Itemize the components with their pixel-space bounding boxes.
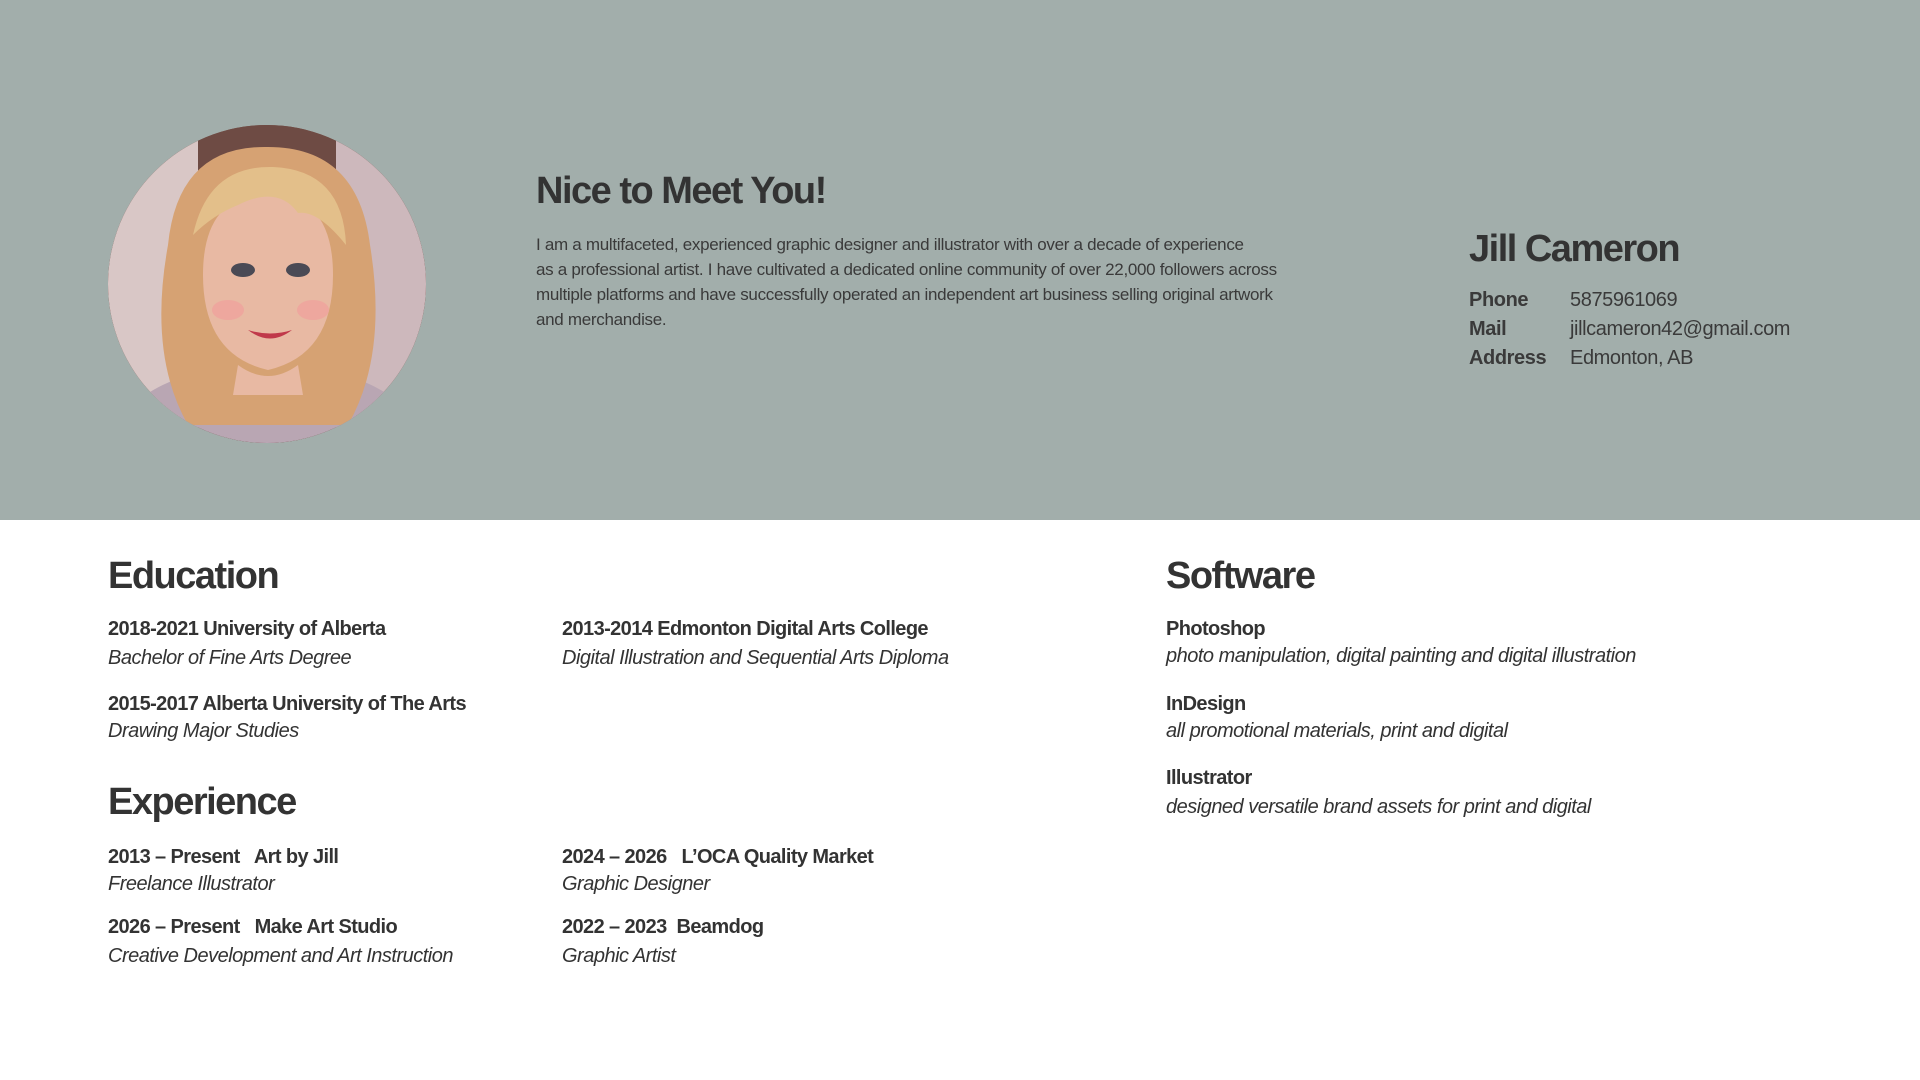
entry-title: Photoshop: [1166, 618, 1266, 640]
experience-entry: [108, 844, 338, 898]
intro-line: as a professional artist. I have cultivated a dedicated online community of over 22,000 followers across: [536, 260, 1277, 279]
entry-subtitle: Creative Development and Art Instruction: [108, 945, 453, 967]
entry-subtitle: Freelance Illustrator: [108, 873, 275, 895]
intro-line: and merchandise.: [536, 310, 667, 329]
education-entry: [108, 691, 466, 745]
contact-label: Address: [1469, 347, 1547, 369]
entry-title: 2015-2017 Alberta University of The Arts: [108, 693, 467, 715]
entry-title: 2013-2014 Edmonton Digital Arts College: [562, 618, 928, 640]
entry-title: 2026 – Present Make Art Studio: [108, 916, 398, 938]
entry-title: 2024 – 2026 L’OCA Quality Market: [562, 846, 874, 868]
intro-heading: Nice to Meet You!: [536, 170, 826, 212]
education-title: Education: [108, 555, 279, 597]
entry-subtitle: all promotional materials, print and digital: [1166, 720, 1508, 742]
entry-subtitle: Graphic Designer: [562, 873, 710, 895]
education-entry: [562, 616, 949, 672]
entry-title: 2013 – Present Art by Jill: [108, 846, 339, 868]
software-title: Software: [1166, 555, 1315, 597]
entry-title: Illustrator: [1166, 767, 1252, 789]
address-value: Edmonton, AB: [1570, 347, 1694, 369]
contact-label: Phone: [1469, 289, 1529, 311]
entry-title: 2018-2021 University of Alberta: [108, 618, 386, 640]
portrait-illustration: [108, 125, 426, 443]
experience-entry: [562, 914, 763, 970]
contact-row-address: [1469, 344, 1869, 373]
entry-subtitle: Drawing Major Studies: [108, 720, 299, 742]
entry-subtitle: Bachelor of Fine Arts Degree: [108, 647, 352, 669]
experience-entry: [108, 914, 453, 970]
contact-section: [1469, 226, 1869, 373]
intro-line: multiple platforms and have successfully operated an independent art business selling original artwork: [536, 285, 1273, 304]
entry-subtitle: photo manipulation, digital painting and digital illustration: [1166, 645, 1636, 667]
software-entry: [1166, 691, 1508, 745]
software-entry: [1166, 765, 1591, 821]
contact-row-mail: [1469, 315, 1869, 344]
entry-subtitle: Graphic Artist: [562, 945, 676, 967]
person-name: Jill Cameron: [1469, 228, 1680, 270]
profile-photo: [108, 125, 426, 443]
experience-title: Experience: [108, 781, 296, 823]
header-banner: [0, 0, 1920, 520]
intro-line: I am a multifaceted, experienced graphic designer and illustrator with over a decade of experience: [536, 235, 1244, 254]
contact-row-phone: [1469, 286, 1869, 315]
entry-subtitle: Digital Illustration and Sequential Arts Diploma: [562, 647, 949, 669]
contact-label: Mail: [1469, 318, 1507, 340]
phone-value: 5875961069: [1570, 289, 1678, 311]
software-entry: [1166, 616, 1636, 670]
intro-paragraph: [536, 232, 1296, 332]
email-value[interactable]: jillcameron42@gmail.com: [1570, 318, 1791, 340]
contact-details: [1469, 286, 1869, 373]
entry-title: InDesign: [1166, 693, 1246, 715]
education-entry: [108, 616, 385, 672]
experience-entry: [562, 844, 873, 898]
entry-subtitle: designed versatile brand assets for print and digital: [1166, 796, 1591, 818]
entry-title: 2022 – 2023 Beamdog: [562, 916, 764, 938]
intro-section: [536, 168, 1296, 332]
